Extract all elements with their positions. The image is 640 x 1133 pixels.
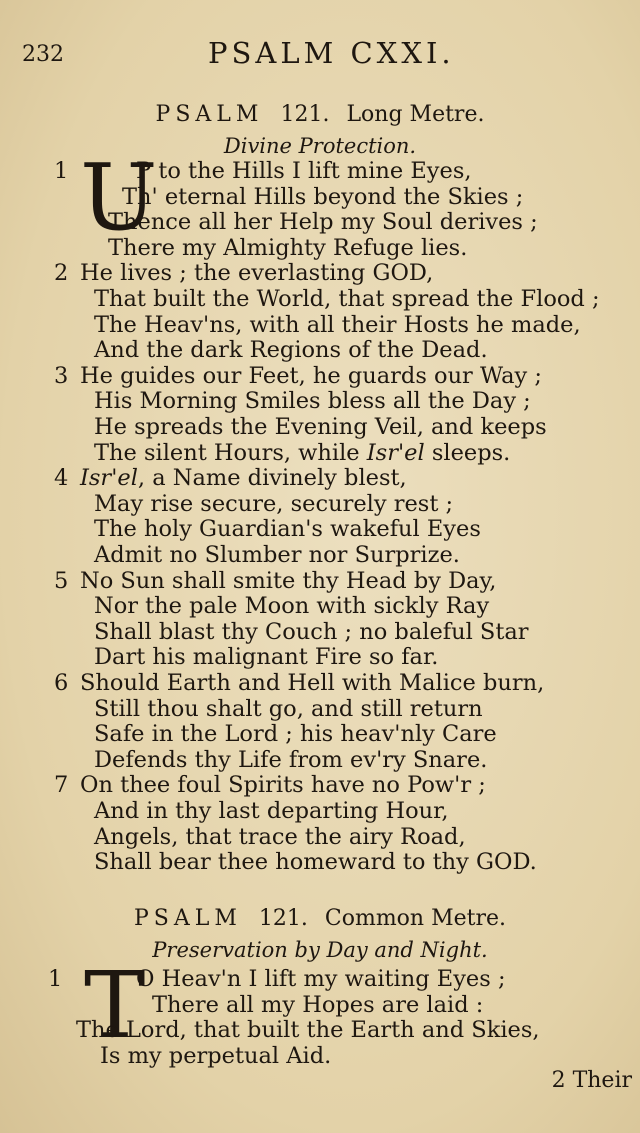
verse-line: The silent Hours, while Isr'el sleeps.	[94, 439, 511, 466]
verse-line: P to the Hills I lift mine Eyes,	[136, 158, 472, 184]
verse-line: Defends thy Life from ev'ry Snare.	[94, 746, 488, 773]
verse-line: There my Almighty Refuge lies.	[108, 234, 468, 261]
verse-line: That built the World, that spread the Flood ;	[94, 286, 600, 312]
psalm-number: 121.	[258, 906, 308, 931]
verse-line: The Lord, that built the Earth and Skies,	[76, 1017, 540, 1044]
section-heading-common-metre	[0, 906, 640, 931]
verse-line: On thee foul Spirits have no Pow'r ;	[80, 772, 486, 799]
verse-line: The Heav'ns, with all their Hosts he made,	[94, 311, 581, 338]
verse-line: He guides our Feet, he guards our Way ;	[80, 362, 542, 389]
verse-number: 1	[54, 158, 69, 184]
verse-line: May rise secure, securely rest ;	[94, 490, 454, 517]
verse-line: O Heav'n I lift my waiting Eyes ;	[136, 966, 506, 992]
verse-number: 3	[54, 362, 69, 389]
verse-number: 1	[48, 966, 63, 992]
section-subtitle: Preservation by Day and Night.	[152, 938, 488, 962]
verse-line: Dart his malignant Fire so far.	[94, 644, 439, 671]
running-title: PSALM CXXI.	[208, 36, 455, 70]
psalm-number: 121.	[280, 102, 330, 127]
verse-line: He lives ; the everlasting GOD,	[80, 260, 434, 287]
verse-line: And the dark Regions of the Dead.	[94, 337, 488, 364]
verse-line: Still thou shalt go, and still return	[94, 695, 483, 722]
verse-number: 5	[54, 567, 69, 594]
verse-line: Admit no Slumber nor Surprize.	[94, 542, 460, 568]
psalm-word: PSALM	[133, 906, 242, 931]
section-subtitle: Divine Protection.	[223, 134, 417, 158]
verse-line: Thence all her Help my Soul derives ;	[108, 209, 538, 236]
drop-cap: T	[84, 952, 146, 1059]
page-number: 232	[22, 42, 64, 67]
verse-line: The holy Guardian's wakeful Eyes	[94, 516, 481, 543]
verse-number: 6	[54, 670, 69, 696]
psalm-word: PSALM	[155, 102, 264, 127]
verse-line: Angels, that trace the airy Road,	[94, 823, 466, 850]
verse-line: His Morning Smiles bless all the Day ;	[94, 388, 531, 415]
verse-line: Th' eternal Hills beyond the Skies ;	[122, 183, 524, 210]
verse-line: Is my perpetual Aid.	[100, 1042, 332, 1069]
drop-cap: U	[80, 144, 158, 251]
verse-line: Nor the pale Moon with sickly Ray	[94, 593, 490, 620]
verse-number: 2	[54, 260, 69, 287]
verse-line: And in thy last departing Hour,	[94, 798, 449, 824]
verse-line: There all my Hopes are laid :	[152, 991, 484, 1018]
verse-number: 4	[54, 465, 69, 492]
verse-line: He spreads the Evening Veil, and keeps	[94, 414, 547, 440]
section-heading-long-metre	[0, 102, 640, 127]
verse-line: Safe in the Lord ; his heav'nly Care	[94, 721, 497, 748]
verse-line: Isr'el, a Name divinely blest,	[80, 465, 407, 492]
verse-line: Shall blast thy Couch ; no baleful Star	[94, 618, 529, 645]
verse-line: No Sun shall smite thy Head by Day,	[80, 567, 497, 594]
verse-line: Shall bear thee homeward to thy GOD.	[94, 849, 537, 876]
running-head	[22, 36, 622, 72]
verse-number: 7	[54, 772, 69, 799]
catchword: 2 Their	[551, 1068, 632, 1093]
verse-line: Should Earth and Hell with Malice burn,	[80, 670, 545, 696]
metre-label: Common Metre.	[324, 906, 506, 931]
metre-label: Long Metre.	[346, 102, 485, 127]
